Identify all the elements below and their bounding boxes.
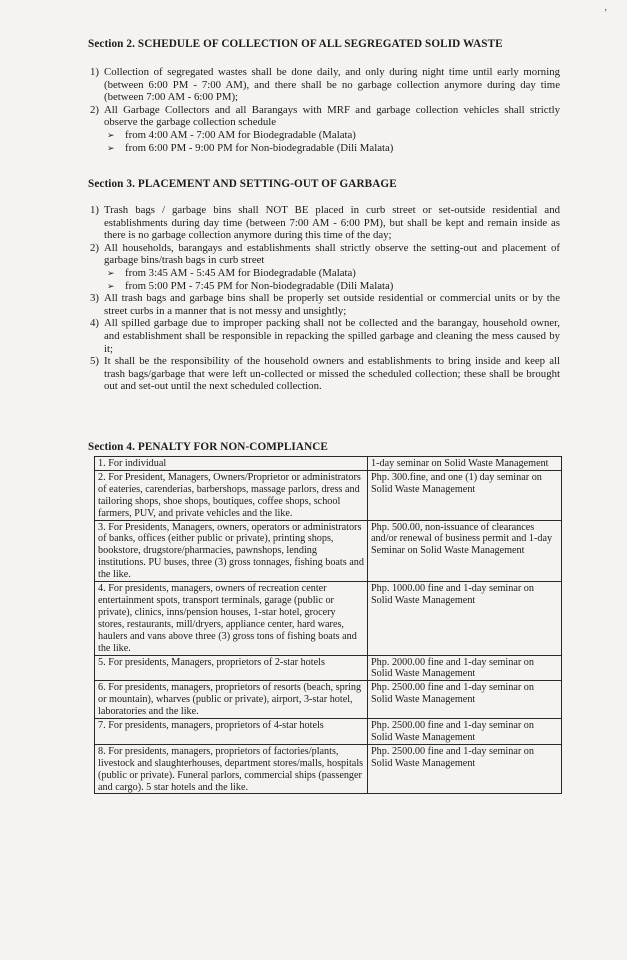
list-item — [90, 355, 560, 393]
arrow-bullet-icon: ➢ — [107, 142, 115, 153]
item-text: All spilled garbage due to improper packing shall not be collected and the barangay, household owner, and establishment shall be responsible in repacking the spilled garbage and cleaning the mess caused by it; — [104, 317, 560, 355]
item-number: 2) — [90, 103, 99, 116]
violator-cell: 2. For President, Managers, Owners/Proprietor or administrators of eateries, carenderias, barbershops, massage parlors, dress and tailoring shops, shoe shops, boutiques, coffee shops, school farmers, PUV, and private vehicles and the like. — [95, 470, 368, 520]
violator-cell: 1. For individual — [95, 457, 368, 471]
item-text: All households, barangays and establishments shall strictly observe the setting-out and placement of garbage bins/trash bags in curb street — [104, 241, 560, 267]
violator-cell: 5. For presidents, Managers, proprietors of 2-star hotels — [95, 655, 368, 681]
item-number: 2) — [90, 241, 99, 254]
item-number: 1) — [90, 66, 99, 78]
list-item — [90, 317, 560, 355]
list-item — [90, 242, 560, 267]
arrow-bullet-icon: ➢ — [107, 267, 115, 278]
schedule-subitem — [90, 129, 560, 142]
table-row — [95, 681, 562, 719]
violator-cell: 4. For presidents, managers, owners of recreation center entertainment spots, transport terminals, garage (public or private), clinics, inns/pension houses, 1-star hotel, grocery stores, restaurants, mill/dryers, appliance center, hard wares, haulers and vans above three (3) gross tons of fishing boats and the like. — [95, 582, 368, 655]
item-text: All trash bags and garbage bins shall be properly set outside residential or commercial units or by the street curbs in a manner that is not messy and unsightly; — [104, 292, 560, 317]
item-number: 1) — [90, 204, 99, 216]
arrow-bullet-icon: ➢ — [107, 129, 115, 140]
item-text: Trash bags / garbage bins shall NOT BE placed in curb street or set-outside residential and establishments during day time (between 7:00 AM - 6:00 PM), but shall be kept and remain inside as there is no garbage collection anymore during this time of the day; — [104, 204, 560, 242]
table-row — [95, 655, 562, 681]
penalty-table — [94, 456, 562, 794]
section-2-heading: Section 2. SCHEDULE OF COLLECTION OF ALL SEGREGATED SOLID WASTE — [88, 38, 503, 50]
table-row — [95, 520, 562, 582]
table-row — [95, 470, 562, 520]
penalty-cell: Php. 2000.00 fine and 1-day seminar on Solid Waste Management — [368, 655, 562, 681]
item-text: All Garbage Collectors and all Barangays with MRF and garbage collection vehicles shall strictly observe the garbage collection schedule — [104, 103, 560, 129]
schedule-subitem — [90, 280, 560, 293]
list-item — [90, 66, 560, 104]
penalty-cell: Php. 2500.00 fine and 1-day seminar on Solid Waste Management — [368, 744, 562, 794]
penalty-cell: Php. 300.fine, and one (1) day seminar on Solid Waste Management — [368, 470, 562, 520]
penalty-cell: Php. 1000.00 fine and 1-day seminar on Solid Waste Management — [368, 582, 562, 655]
item-text: It shall be the responsibility of the household owners and establishments to bring inside and keep all trash bags/garbage that were left un-collected or missed the scheduled collection; these shall be brought out and set-out until the next scheduled collection. — [104, 355, 560, 393]
table-row — [95, 582, 562, 655]
arrow-bullet-icon: ➢ — [107, 280, 115, 291]
subitem-text: from 5:00 PM - 7:45 PM for Non-biodegradable (Dili Malata) — [125, 279, 394, 292]
violator-cell: 8. For presidents, managers, proprietors of factories/plants, livestock and slaughterhouses, department stores/malls, hospitals (public or private). Funeral parlors, commercial ships (passenger and cargo). 5 star hotels and the like. — [95, 744, 368, 794]
list-item — [90, 292, 560, 317]
section-3-heading: Section 3. PLACEMENT AND SETTING-OUT OF GARBAGE — [88, 178, 397, 190]
section-4-heading: Section 4. PENALTY FOR NON-COMPLIANCE — [88, 441, 328, 453]
section-3-body — [90, 204, 560, 393]
violator-cell: 3. For Presidents, Managers, owners, operators or administrators of banks, offices (either public or private), printing shops, bookstore, drugstore/pharmacies, pawnshops, lending institutions. PU buses, three (3) gross tonnages, fishing boats and the like. — [95, 520, 368, 582]
table-row — [95, 457, 562, 471]
subitem-text: from 4:00 AM - 7:00 AM for Biodegradable (Malata) — [125, 128, 356, 141]
subitem-text: from 3:45 AM - 5:45 AM for Biodegradable (Malata) — [125, 266, 356, 279]
penalty-cell: Php. 2500.00 fine and 1-day seminar on Solid Waste Management — [368, 719, 562, 745]
schedule-subitem — [90, 267, 560, 280]
penalty-cell: Php. 2500.00 fine and 1-day seminar on Solid Waste Management — [368, 681, 562, 719]
penalty-cell: 1-day seminar on Solid Waste Management — [368, 457, 562, 471]
section-2-body — [90, 66, 560, 154]
violator-cell: 6. For presidents, managers, proprietors of resorts (beach, spring or mountain), wharves (public or private), airport, 3-star hotel, laboratories and the like. — [95, 681, 368, 719]
table-row — [95, 719, 562, 745]
table-row — [95, 744, 562, 794]
subitem-text: from 6:00 PM - 9:00 PM for Non-biodegradable (Dili Malata) — [125, 141, 394, 154]
list-item — [90, 204, 560, 242]
item-text: Collection of segregated wastes shall be done daily, and only during night time until early morning (between 6:00 PM - 7:00 AM), and there shall be no garbage collection anymore during day time (between 7:00 AM - 6:00 PM); — [104, 66, 560, 104]
schedule-subitem — [90, 142, 560, 155]
item-number: 5) — [90, 355, 99, 368]
item-number: 4) — [90, 317, 99, 330]
page-corner-mark: , — [604, 2, 607, 13]
item-number: 3) — [90, 292, 99, 305]
penalty-cell: Php. 500.00, non-issuance of clearances and/or renewal of business permit and 1-day Seminar on Solid Waste Management — [368, 520, 562, 582]
list-item — [90, 104, 560, 129]
violator-cell: 7. For presidents, managers, proprietors of 4-star hotels — [95, 719, 368, 745]
